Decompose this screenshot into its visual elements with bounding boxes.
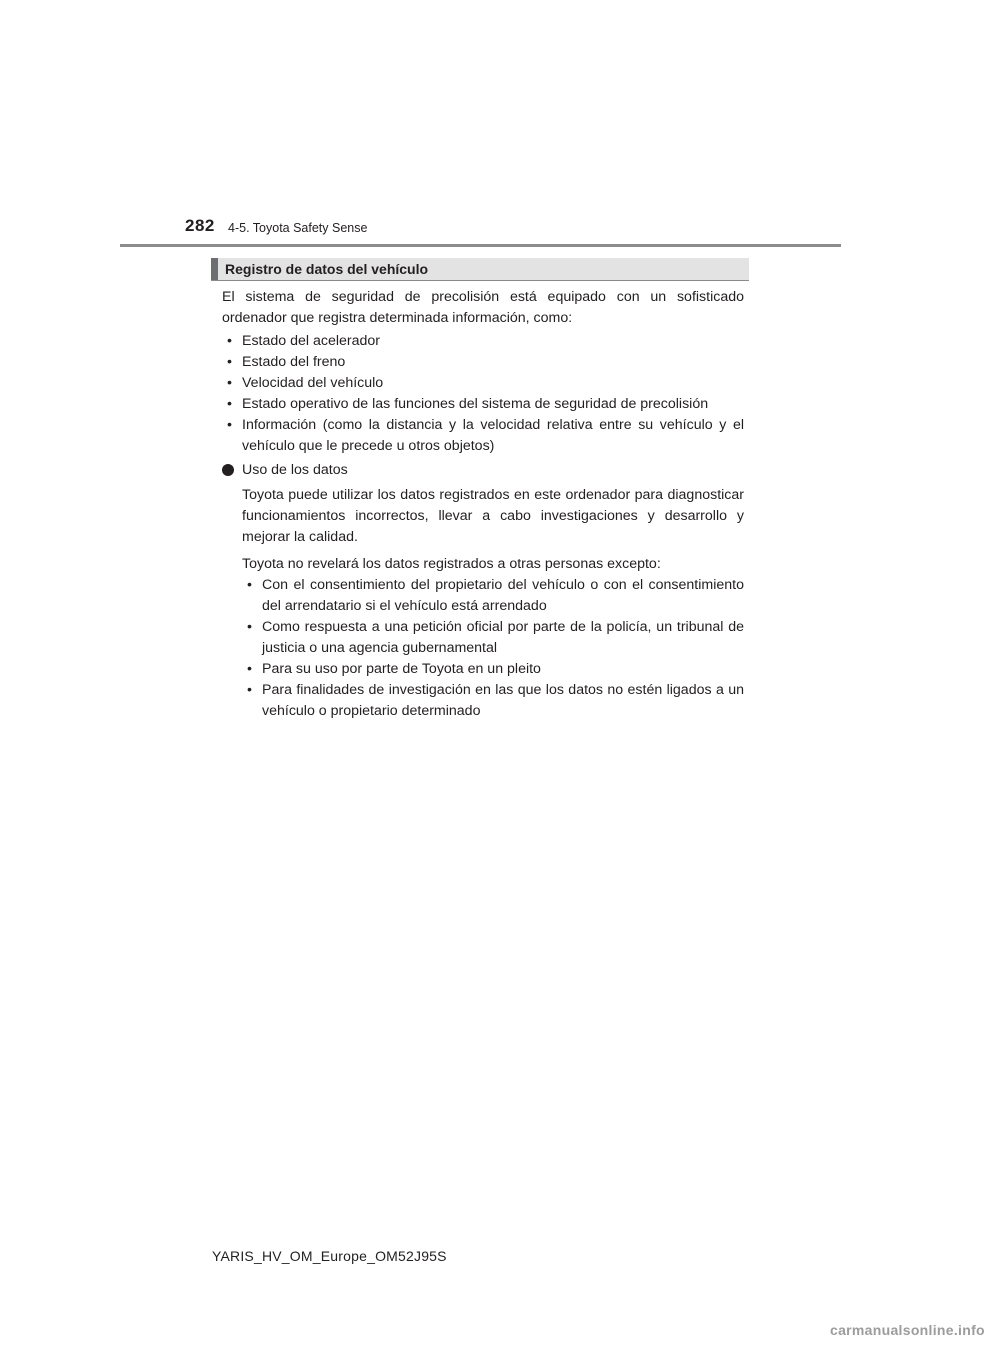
list-item: • Como respuesta a una petición oficial por parte de la policía, un tribunal de justicia o una agencia gubernamental	[242, 617, 744, 659]
section-breadcrumb: 4-5. Toyota Safety Sense	[228, 221, 368, 235]
header-divider	[120, 244, 841, 247]
data-use-paragraph: Toyota puede utilizar los datos registrados en este ordenador para diagnosticar funcionamientos incorrectos, llevar a cabo investigaciones y desarrollo y mejorar la calidad.	[242, 487, 744, 545]
footer-document-id: YARIS_HV_OM_Europe_OM52J95S	[212, 1248, 447, 1264]
list-item: • Velocidad del vehículo	[222, 373, 744, 394]
recorded-items-list	[222, 331, 744, 457]
list-item: • Para finalidades de investigación en las que los datos no estén ligados a un vehículo o propietario determinado	[242, 680, 744, 722]
main-content	[222, 287, 744, 722]
watermark: carmanualsonline.info	[830, 1322, 985, 1338]
list-item: • Estado del acelerador	[222, 331, 744, 352]
intro-paragraph: El sistema de seguridad de precolisión está equipado con un sofisticado ordenador que registra determinada información, como:	[222, 289, 744, 326]
data-use-title: Uso de los datos	[242, 462, 348, 478]
heading-accent	[211, 258, 218, 280]
section-heading: Registro de datos del vehículo	[225, 261, 429, 277]
list-item: • Con el consentimiento del propietario del vehículo o con el consentimiento del arrendatario si el vehículo está arrendado	[242, 575, 744, 617]
section-heading-bar	[211, 258, 749, 281]
exceptions-list	[242, 575, 744, 722]
data-use-body	[222, 485, 744, 722]
disclosure-paragraph: Toyota no revelará los datos registrados a otras personas excepto:	[242, 556, 661, 572]
data-use-item	[222, 460, 744, 481]
list-item: • Información (como la distancia y la velocidad relativa entre su vehículo y el vehículo que le precede u otros objetos)	[222, 415, 744, 457]
page-number: 282	[185, 216, 215, 235]
list-item: • Estado operativo de las funciones del sistema de seguridad de precolisión	[222, 394, 744, 415]
filled-circle-bullet-icon	[222, 464, 234, 476]
list-item: • Para su uso por parte de Toyota en un pleito	[242, 659, 744, 680]
list-item: • Estado del freno	[222, 352, 744, 373]
